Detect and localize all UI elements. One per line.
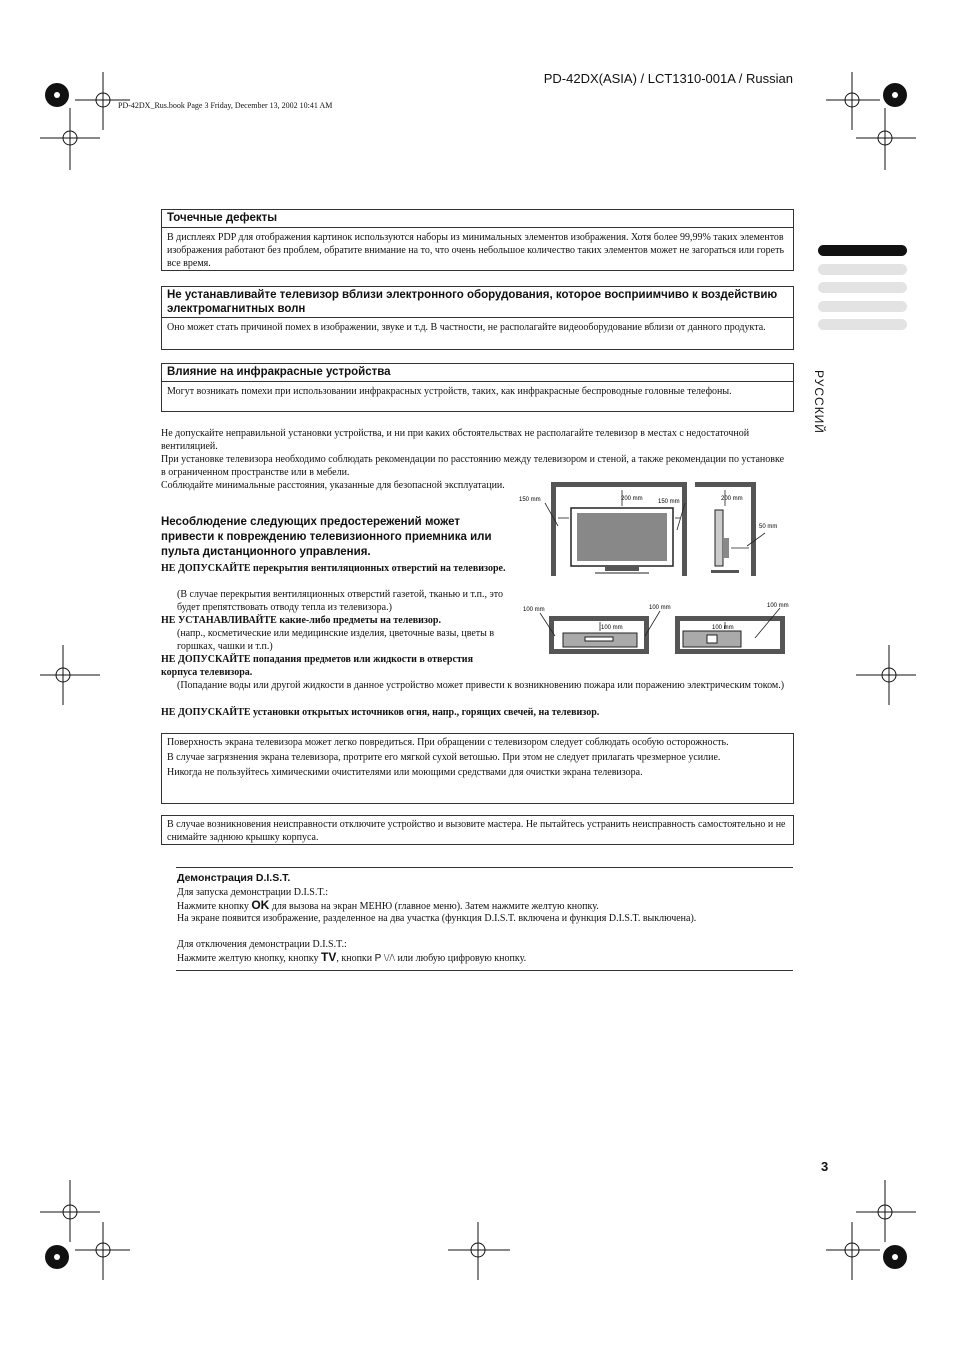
document-id: PD-42DX(ASIA) / LCT1310-001A / Russian bbox=[543, 71, 793, 86]
dist-step-text: Нажмите кнопку bbox=[177, 901, 252, 912]
emi-warning-box bbox=[161, 286, 794, 350]
language-tab bbox=[818, 282, 907, 293]
warning-item-4 bbox=[161, 706, 791, 719]
infrared-box bbox=[161, 363, 794, 412]
language-tab bbox=[818, 319, 907, 330]
screen-care-text-3: Никогда не пользуйтесь химическими очистителями или моющими средствами для очистки экрана телевизора. bbox=[167, 767, 643, 778]
warning-note-3: (Попадание воды или другой жидкости в данное устройство может привести к возникновению пожара или поражению электрическим током.) bbox=[177, 680, 785, 691]
screen-care-text-2: В случае загрязнения экрана телевизора, протрите его мягкой сухой ветошью. При этом не следует прилагать чрезмерное усилие. bbox=[167, 752, 721, 763]
clearance-diagram bbox=[515, 478, 800, 658]
warning-item-1 bbox=[161, 562, 511, 575]
warning-heading: Несоблюдение следующих предостережений может привести к повреждению телевизионного приемника или пульта дистанционного управления. bbox=[161, 516, 492, 558]
clearance-label: 100 mm bbox=[712, 625, 734, 631]
clearance-label: 100 mm bbox=[601, 625, 623, 631]
warning-text: какие-либо предметы на телевизор. bbox=[276, 615, 441, 626]
dist-step-text: Нажмите желтую кнопку, кнопку bbox=[177, 953, 322, 964]
clearance-label: 100 mm bbox=[523, 607, 545, 613]
warning-note-1: (В случае перекрытия вентиляционных отверстий газетой, тканью и т.п., это будет препятствовать отводу тепла из телевизора.) bbox=[177, 589, 503, 613]
clearance-label: 50 mm bbox=[759, 524, 778, 530]
crop-mark-mid-right bbox=[856, 645, 916, 705]
dist-step-3 bbox=[177, 951, 792, 965]
clearance-label: 100 mm bbox=[767, 603, 789, 609]
dist-title: Демонстрация D.I.S.T. bbox=[177, 872, 291, 884]
dead-pixels-box bbox=[161, 209, 794, 271]
box-text: Могут возникать помехи при использовании инфракрасных устройств, таких, как инфракрасные беспроводные головные телефоны. bbox=[167, 386, 732, 397]
screen-care-text-1: Поверхность экрана телевизора может легко повредиться. При обращении с телевизором следует соблюдать особую осторожность. bbox=[167, 737, 729, 748]
warning-text: попадания предметов или жидкости в отверстия корпуса телевизора. bbox=[161, 654, 473, 678]
install-paragraph-3: Соблюдайте минимальные расстояния, указанные для безопасной эксплуатации. bbox=[161, 480, 505, 491]
tv-side-view bbox=[711, 510, 739, 573]
dist-step-2: На экране появится изображение, разделенное на два участка (функция D.I.S.T. включена и функция D.I.S.T. выключена). bbox=[177, 913, 697, 924]
clearance-label: 200 mm bbox=[621, 496, 643, 502]
box-text: Оно может стать причиной помех в изображении, звуке и т.д. В частности, не располагайте видеооборудование вблизи от данного продукта. bbox=[167, 322, 766, 333]
install-paragraph-2: При установке телевизора необходимо соблюдать рекомендации по расстоянию между телевизором и стеной, а также рекомендации по установке в ограниченном пространстве или в мебели. bbox=[161, 454, 785, 478]
warning-keyword: НЕ ДОПУСКАЙТЕ bbox=[161, 563, 251, 574]
install-paragraph-1: Не допускайте неправильной установки устройства, и ни при каких обстоятельствах не располагайте телевизор в местах с недостаточной вентиляцией. bbox=[161, 428, 750, 452]
dist-step-text: , кнопки bbox=[336, 953, 375, 964]
language-label: РУССКИЙ bbox=[812, 370, 826, 434]
print-info: PD-42DX_Rus.book Page 3 Friday, December 13, 2002 10:41 AM bbox=[118, 101, 333, 110]
dist-stop-label: Для отключения демонстрации D.I.S.T.: bbox=[177, 939, 347, 950]
clearance-label: 150 mm bbox=[658, 499, 680, 505]
warning-keyword: НЕ УСТАНАВЛИВАЙТЕ bbox=[161, 615, 277, 626]
box-title: Не устанавливайте телевизор вблизи электронного оборудования, которое восприимчиво к воздействию электромагнитных волн bbox=[162, 287, 793, 318]
ok-key: OK bbox=[251, 898, 270, 912]
clearance-label: 200 mm bbox=[721, 496, 743, 502]
page-number: 3 bbox=[821, 1159, 829, 1174]
p-key: P bbox=[374, 953, 382, 964]
crop-mark-mid-left bbox=[40, 645, 100, 705]
warning-text: установки открытых источников огня, напр., горящих свечей, на телевизор. bbox=[250, 707, 600, 718]
clearance-label: 150 mm bbox=[519, 497, 541, 503]
dist-step-text: \//\ или любую цифровую кнопку. bbox=[381, 953, 527, 964]
malfunction-box bbox=[161, 815, 794, 845]
language-tab bbox=[818, 301, 907, 312]
language-tab-active bbox=[818, 245, 907, 256]
crop-mark-bottom-center bbox=[448, 1222, 510, 1280]
dist-step-1 bbox=[177, 899, 792, 913]
warning-text: перекрытия вентиляционных отверстий на телевизоре. bbox=[250, 563, 506, 574]
vcr-unit bbox=[563, 633, 637, 647]
dist-step-text: для вызова на экран МЕНЮ (главное меню). Затем нажмите желтую кнопку. bbox=[269, 901, 599, 912]
clearance-label: 100 mm bbox=[649, 605, 671, 611]
language-tab bbox=[818, 264, 907, 275]
tv-front-view bbox=[571, 508, 673, 573]
warning-keyword: НЕ ДОПУСКАЙТЕ bbox=[161, 707, 251, 718]
warning-keyword: НЕ ДОПУСКАЙТЕ bbox=[161, 654, 251, 665]
malfunction-text: В случае возникновения неисправности отключите устройство и вызовите мастера. Не пытайтесь устранить неисправность самостоятельно и не снимайте заднюю крышку корпуса. bbox=[167, 819, 786, 843]
warning-item-2 bbox=[161, 614, 511, 627]
box-title: Точечные дефекты bbox=[162, 210, 793, 228]
box-title: Влияние на инфракрасные устройства bbox=[162, 364, 793, 382]
warning-item-3 bbox=[161, 653, 481, 679]
section-divider-bottom bbox=[176, 970, 793, 971]
screen-care-box bbox=[161, 733, 794, 804]
warning-note-2: (напр., косметические или медицинские изделия, цветочные вазы, цветы в горшках, чашки и т.п.) bbox=[177, 628, 495, 652]
receiver-unit bbox=[683, 631, 741, 647]
tv-key: TV bbox=[321, 950, 337, 964]
box-text: В дисплеях PDP для отображения картинок используются наборы из минимальных элементов изображения. Хотя более 99,99% таких элементов изображения работают без проблем, обратите внимание на то, что очень небольшое количество таких элементов может не загораться или гореть все время. bbox=[167, 232, 785, 269]
dist-start-label: Для запуска демонстрации D.I.S.T.: bbox=[177, 887, 328, 898]
section-divider-top bbox=[176, 867, 793, 868]
